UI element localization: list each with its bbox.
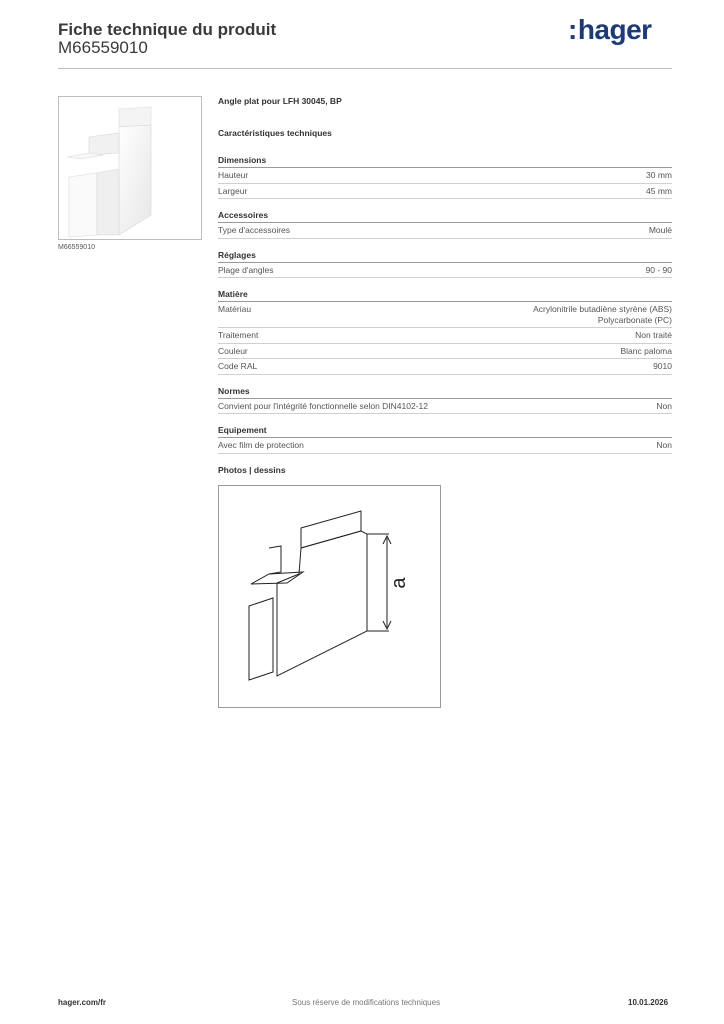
section-title: Accessoires [218, 209, 672, 223]
footer-date: 10.01.2026 [628, 998, 669, 1007]
product-photo-image [59, 97, 201, 239]
spec-label: Plage d'angles [218, 264, 274, 275]
spec-value-line: Acrylonitrile butadiène styrène (ABS) [533, 304, 672, 314]
tech-characteristics-title: Caractéristiques techniques [218, 128, 332, 138]
spec-row [218, 223, 672, 239]
spec-value: 9010 [653, 361, 672, 371]
spec-row [218, 184, 672, 200]
section-dimensions [218, 154, 672, 199]
spec-value: Non [656, 440, 672, 450]
product-photo-caption: M66559010 [58, 244, 95, 251]
spec-value [533, 304, 672, 325]
spec-label: Avec film de protection [218, 440, 304, 450]
spec-label: Type d'accessoires [218, 225, 291, 235]
spec-label: Largeur [218, 185, 248, 196]
technical-drawing [218, 485, 441, 708]
technical-drawing-image [219, 486, 440, 707]
spec-row [218, 438, 672, 454]
spec-value-line: Polycarbonate (PC) [597, 314, 672, 325]
logo-dots: : [568, 14, 577, 45]
section-title: Equipement [218, 424, 672, 438]
section-accessoires [218, 209, 672, 239]
dimension-label: a [388, 577, 410, 589]
spec-value: Moulé [648, 225, 672, 235]
spec-label: Traitement [218, 330, 259, 340]
spec-row [218, 399, 672, 415]
spec-row [218, 302, 672, 328]
spec-value: 30 mm [646, 170, 672, 180]
spec-content [218, 96, 672, 454]
photos-section-title: Photos | dessins [218, 465, 286, 475]
spec-label: Hauteur [218, 170, 249, 180]
footer-website-link[interactable]: hager.com/fr [58, 998, 107, 1007]
section-equipement [218, 424, 672, 454]
footer-notice: Sous réserve de modifications techniques [292, 998, 441, 1007]
page-title: Fiche technique du produit [58, 20, 277, 39]
section-reglages [218, 249, 672, 279]
spec-row [218, 359, 672, 375]
section-title: Réglages [218, 249, 672, 263]
spec-label: Matériau [218, 304, 252, 314]
spec-label: Code RAL [218, 361, 258, 371]
section-title: Normes [218, 385, 672, 399]
product-photo [58, 96, 202, 240]
section-normes [218, 385, 672, 415]
spec-value: Blanc paloma [620, 345, 672, 356]
header-divider [58, 68, 672, 69]
spec-row [218, 328, 672, 344]
product-reference: M66559010 [58, 38, 148, 57]
spec-row [218, 263, 672, 279]
spec-value: 90 - 90 [645, 264, 672, 275]
spec-value: Non traité [635, 330, 672, 340]
spec-label: Convient pour l'intégrité fonctionnelle selon DIN4102-12 [218, 400, 429, 411]
spec-row [218, 344, 672, 360]
spec-row [218, 168, 672, 184]
section-matiere [218, 288, 672, 375]
section-title: Matière [218, 288, 672, 302]
section-title: Dimensions [218, 154, 672, 168]
spec-value: 45 mm [646, 185, 672, 196]
hager-logo [568, 14, 652, 46]
product-name: Angle plat pour LFH 30045, BP [218, 96, 342, 106]
spec-value: Non [656, 400, 672, 411]
spec-label: Couleur [218, 345, 248, 356]
logo-text: hager [577, 14, 652, 45]
